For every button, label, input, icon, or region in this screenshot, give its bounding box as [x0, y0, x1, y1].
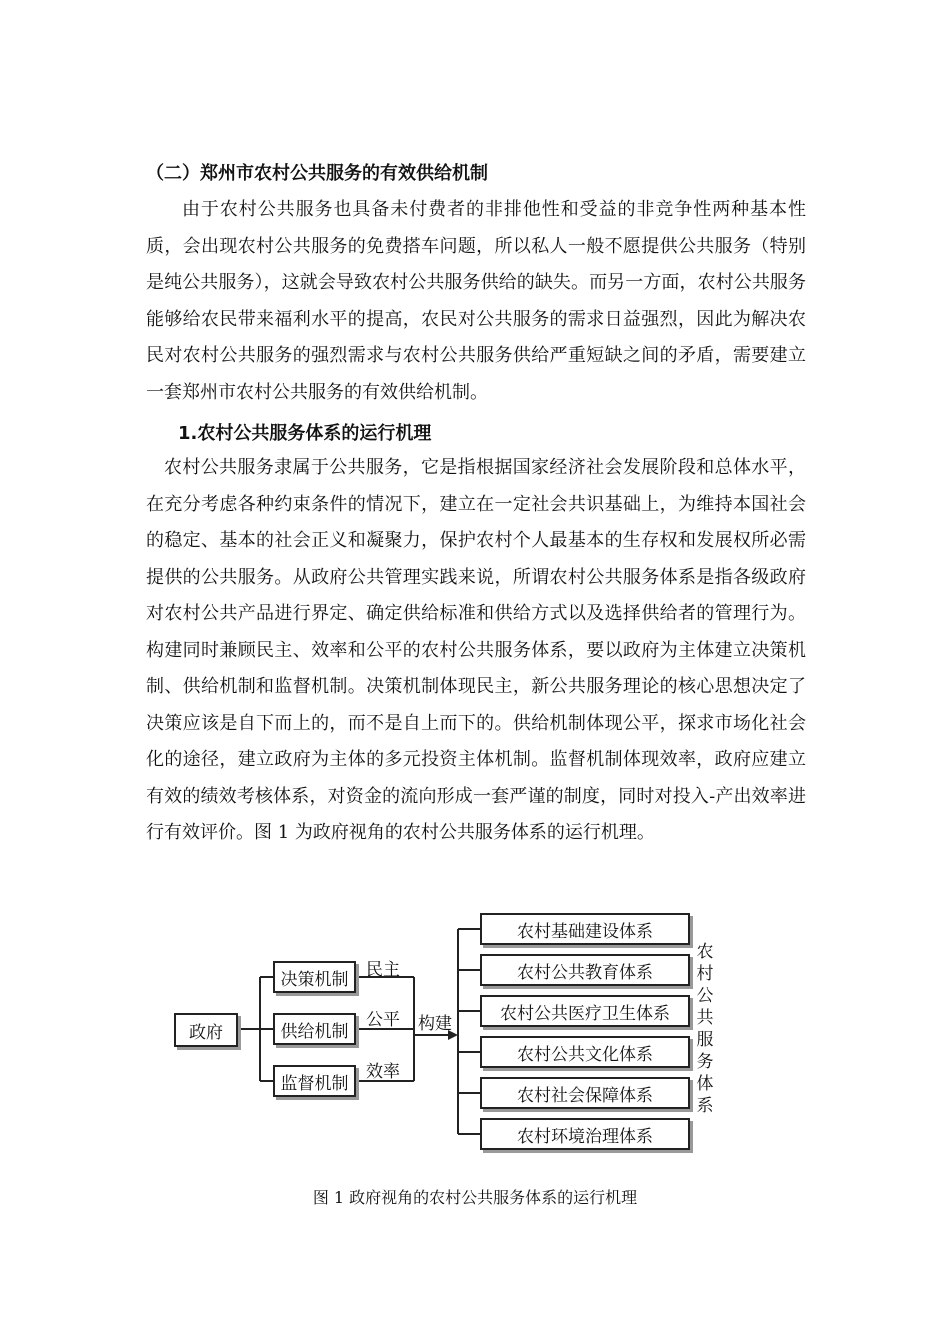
government-box: 政府	[174, 1013, 238, 1047]
system-healthcare-box: 农村公共医疗卫生体系	[480, 995, 690, 1027]
system-social-security-box: 农村社会保障体系	[480, 1077, 690, 1109]
value-efficiency-label: 效率	[366, 1062, 400, 1082]
figure-1-diagram	[170, 905, 730, 1155]
value-fairness-label: 公平	[366, 1010, 400, 1030]
system-culture-box: 农村公共文化体系	[480, 1036, 690, 1068]
section-heading: （二）郑州市农村公共服务的有效供给机制	[146, 163, 488, 184]
system-infrastructure-box: 农村基础建设体系	[480, 913, 690, 945]
value-democracy-label: 民主	[366, 960, 400, 980]
paragraph-1: 由于农村公共服务也具备未付费者的非排他性和受益的非竞争性两种基本性质，会出现农村公共服务的免费搭车问题，所以私人一般不愿提供公共服务（特别是纯公共服务），这就会导致农村公共服务供给的缺失。而另一方面，农村公共服务能够给农民带来福利水平的提高，农民对公共服务的需求日益强烈，因此为解决农民对农村公共服务的强烈需求与农村公共服务供给严重短缺之间的矛盾，需要建立一套郑州市农村公共服务的有效供给机制。	[146, 199, 806, 403]
public-service-system-label: 农村公共服务体系	[696, 942, 714, 1116]
figure-caption: 图 1 政府视角的农村公共服务体系的运行机理	[312, 1188, 638, 1207]
mechanism-decision-box: 决策机制	[273, 961, 356, 993]
subheading-1: 1.农村公共服务体系的运行机理	[178, 423, 432, 444]
mechanism-supervision-box: 监督机制	[273, 1065, 356, 1097]
paragraph-2: 农村公共服务隶属于公共服务，它是指根据国家经济社会发展阶段和总体水平，在充分考虑各种约束条件的情况下，建立在一定社会共识基础上，为维持本国社会的稳定、基本的社会正义和凝聚力，保护农村个人最基本的生存权和发展权所必需提供的公共服务。从政府公共管理实践来说，所谓农村公共服务体系是指各级政府对农村公共产品进行界定、确定供给标准和供给方式以及选择供给者的管理行为。构建同时兼顾民主、效率和公平的农村公共服务体系，要以政府为主体建立决策机制、供给机制和监督机制。决策机制体现民主，新公共服务理论的核心思想决定了决策应该是自下而上的，而不是自上而下的。供给机制体现公平，探求市场化社会化的途径，建立政府为主体的多元投资主体机制。监督机制体现效率，政府应建立有效的绩效考核体系，对资金的流向形成一套严谨的制度，同时对投入-产出效率进行有效评价。图 1 为政府视角的农村公共服务体系的运行机理。	[146, 457, 806, 843]
mechanism-supply-box: 供给机制	[273, 1013, 356, 1045]
construct-label: 构建	[418, 1014, 452, 1034]
system-education-box: 农村公共教育体系	[480, 954, 690, 986]
system-environment-box: 农村环境治理体系	[480, 1118, 690, 1150]
